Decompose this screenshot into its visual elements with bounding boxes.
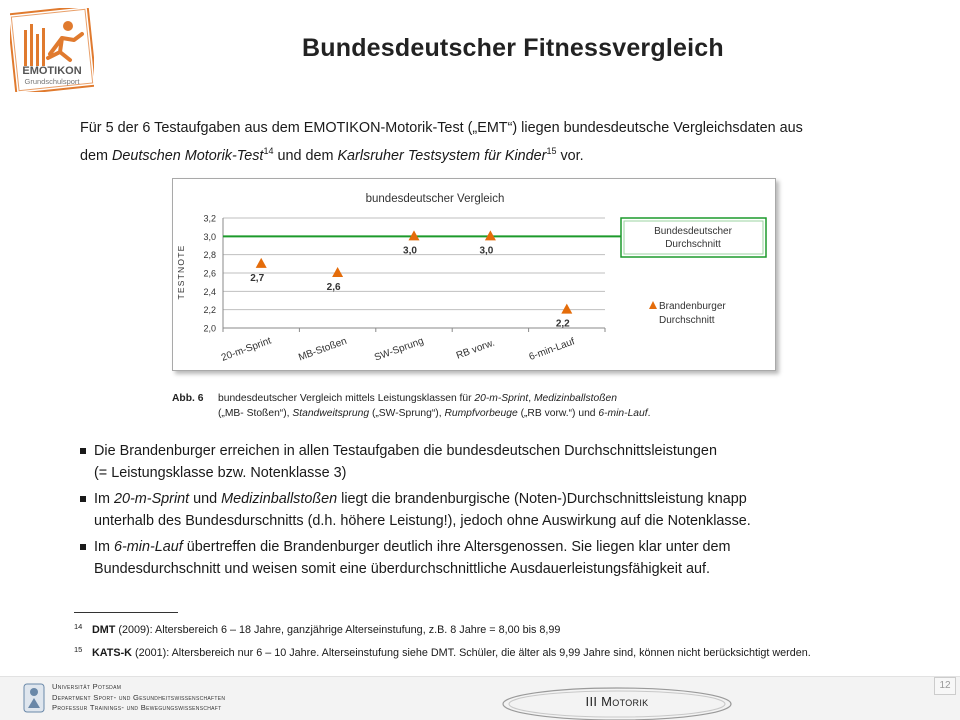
legend-brb-marker	[649, 301, 657, 309]
bullet-item: Im 6-min-Lauf übertreffen die Brandenburger deutlich ihre Altersgenossen. Sie liegen klar unter dem Bundesdurchschnitt und weisen somit eine überdurchschnittliche Ausdauerleistungsfähigkeit auf.	[80, 536, 910, 580]
emotikon-logo	[10, 8, 94, 92]
x-tick-label: 20-m-Sprint	[219, 335, 273, 364]
bullet-item: Im 20-m-Sprint und Medizinballstoßen liegt die brandenburgische (Noten-)Durchschnittsleistung knapp unterhalb des Bundesdurschnitts (d.h. höhere Leistung!), jedoch ohne Auswirkung auf die Notenklasse.	[80, 488, 910, 532]
bullet-square	[80, 496, 86, 502]
footnote-divider	[74, 612, 178, 613]
x-tick-label: MB-Stoßen	[297, 335, 349, 364]
page-number: 12	[934, 677, 956, 695]
caption-text: bundesdeutscher Vergleich mittels Leistungsklassen für 20-m-Sprint, Medizinballstoßen („MB- Stoßen“), Standweitsprung („SW-Sprung“), Rumpfvorbeuge („RB vorw.“) und 6-min-Lauf.	[218, 393, 651, 419]
y-tick-label: 2,2	[203, 305, 216, 316]
y-tick-label: 2,6	[203, 268, 216, 279]
logo-sub: Grundschulsport	[24, 77, 80, 86]
university-seal-icon	[22, 681, 46, 715]
legend-bund-line2: Durchschnitt	[665, 239, 721, 250]
y-tick-label: 3,0	[203, 231, 216, 242]
footnote-ref-14: 14	[263, 146, 274, 157]
logo-brand: EMOTIKON	[22, 65, 82, 77]
x-tick-label: SW-Sprung	[373, 335, 426, 364]
data-label: 2,7	[250, 272, 265, 284]
legend-brb-line1: Brandenburger	[659, 301, 726, 312]
intro-text	[80, 114, 900, 170]
kats-term: Karlsruher Testsystem für Kinder	[337, 148, 547, 164]
university-text: Universität Potsdam Department Sport- und Gesundheitswissenschaften Professur Trainings- und Bewegungswissenschaft	[52, 682, 226, 712]
legend-bund-line1: Bundesdeutscher	[654, 226, 732, 237]
y-axis-label: TESTNOTE	[176, 244, 186, 300]
y-tick-label: 2,4	[203, 286, 216, 297]
page-title: Bundesdeutscher Fitnessvergleich	[302, 34, 724, 62]
chart-title: bundesdeutscher Vergleich	[365, 193, 505, 205]
brb-point	[409, 230, 420, 240]
data-label: 3,0	[479, 245, 494, 257]
intro-line-1: Für 5 der 6 Testaufgaben aus dem EMOTIKON-Motorik-Test („EMT“) liegen bundesdeutsche Vergleichsdaten aus	[80, 120, 803, 136]
y-tick-label: 3,2	[203, 213, 216, 224]
footnote-ref-15: 15	[546, 146, 557, 157]
brb-point	[256, 258, 267, 268]
brb-point	[332, 267, 343, 277]
brb-point	[485, 230, 496, 240]
bullet-square	[80, 544, 86, 550]
bullet-item: Die Brandenburger erreichen in allen Testaufgaben die bundesdeutschen Durchschnittsleistungen (= Leistungsklasse bzw. Notenklasse 3)	[80, 440, 910, 484]
bullet-square	[80, 448, 86, 454]
dmt-term: Deutschen Motorik-Test	[112, 148, 264, 164]
data-label: 2,2	[555, 318, 570, 330]
brb-point	[561, 304, 572, 314]
chart-canvas	[173, 179, 775, 370]
bullet-list	[80, 440, 910, 582]
chart-frame	[172, 178, 776, 371]
legend-brb-line2: Durchschnitt	[659, 315, 715, 326]
x-tick-label: RB vorw.	[454, 337, 497, 362]
data-label: 3,0	[403, 245, 417, 257]
legend-bund-box	[621, 218, 766, 257]
y-tick-label: 2,0	[203, 323, 216, 334]
data-label: 2,6	[326, 282, 341, 293]
caption-number: Abb. 6	[172, 393, 204, 404]
y-tick-label: 2,8	[203, 250, 216, 261]
section-label[interactable]: III Motorik	[585, 694, 649, 709]
intro-line-2: dem Deutschen Motorik-Test$^{14}$ und dem Karlsruher Testsystem für Kinder$^{15}$ vor.	[80, 146, 584, 164]
x-tick-label: 6-min-Lauf	[527, 336, 577, 363]
